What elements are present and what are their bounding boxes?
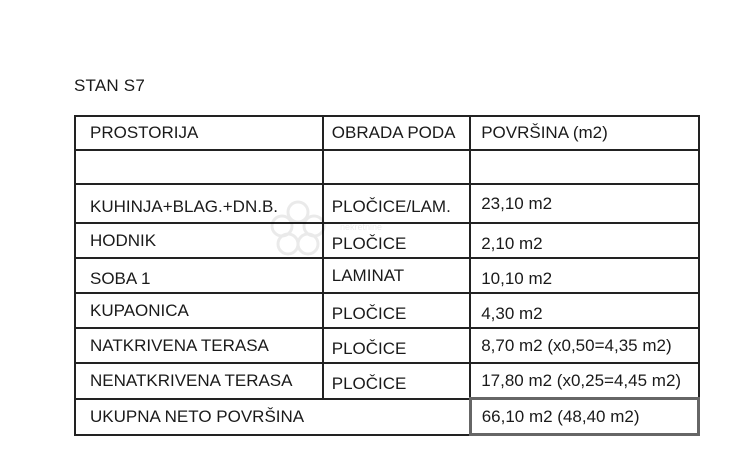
area-cell: 2,10 m2 (470, 223, 698, 258)
area-cell: 23,10 m2 (470, 184, 698, 223)
table-row (75, 363, 699, 399)
table-total-row (75, 399, 699, 435)
room-cell: SOBA 1 (75, 258, 323, 293)
room-cell: NENATKRIVENA TERASA (75, 363, 323, 399)
total-label: UKUPNA NETO POVRŠINA (75, 399, 470, 435)
room-cell: KUPAONICA (75, 293, 323, 328)
table-header-row (75, 116, 699, 150)
floor-cell: PLOČICE (323, 328, 470, 363)
floor-cell: PLOČICE/LAM. (323, 184, 470, 223)
floor-cell (323, 150, 470, 184)
table-row (75, 184, 699, 223)
floor-cell: PLOČICE (323, 293, 470, 328)
header-area: POVRŠINA (m2) (470, 116, 698, 150)
floor-cell: PLOČICE (323, 363, 470, 399)
total-value: 66,10 m2 (48,40 m2) (470, 399, 698, 435)
table-row (75, 293, 699, 328)
room-cell: NATKRIVENA TERASA (75, 328, 323, 363)
floor-cell: LAMINAT (323, 258, 470, 293)
watermark-text: nekretnine (340, 222, 383, 232)
header-room: PROSTORIJA (75, 116, 323, 150)
area-cell: 10,10 m2 (470, 258, 698, 293)
apartment-title: STAN S7 (74, 76, 145, 95)
floor-cell: PLOČICE (323, 223, 470, 258)
header-floor-finish: OBRADA PODA (323, 116, 470, 150)
room-cell (75, 150, 323, 184)
area-cell: 17,80 m2 (x0,25=4,45 m2) (470, 363, 698, 399)
area-cell: 8,70 m2 (x0,50=4,35 m2) (470, 328, 698, 363)
room-area-table (74, 115, 700, 436)
area-cell: 4,30 m2 (470, 293, 698, 328)
table-row (75, 328, 699, 363)
table-row-empty (75, 150, 699, 184)
table-row (75, 223, 699, 258)
room-cell: HODNIK (75, 223, 323, 258)
table-row (75, 258, 699, 293)
room-cell: KUHINJA+BLAG.+DN.B. (75, 184, 323, 223)
area-cell (470, 150, 698, 184)
